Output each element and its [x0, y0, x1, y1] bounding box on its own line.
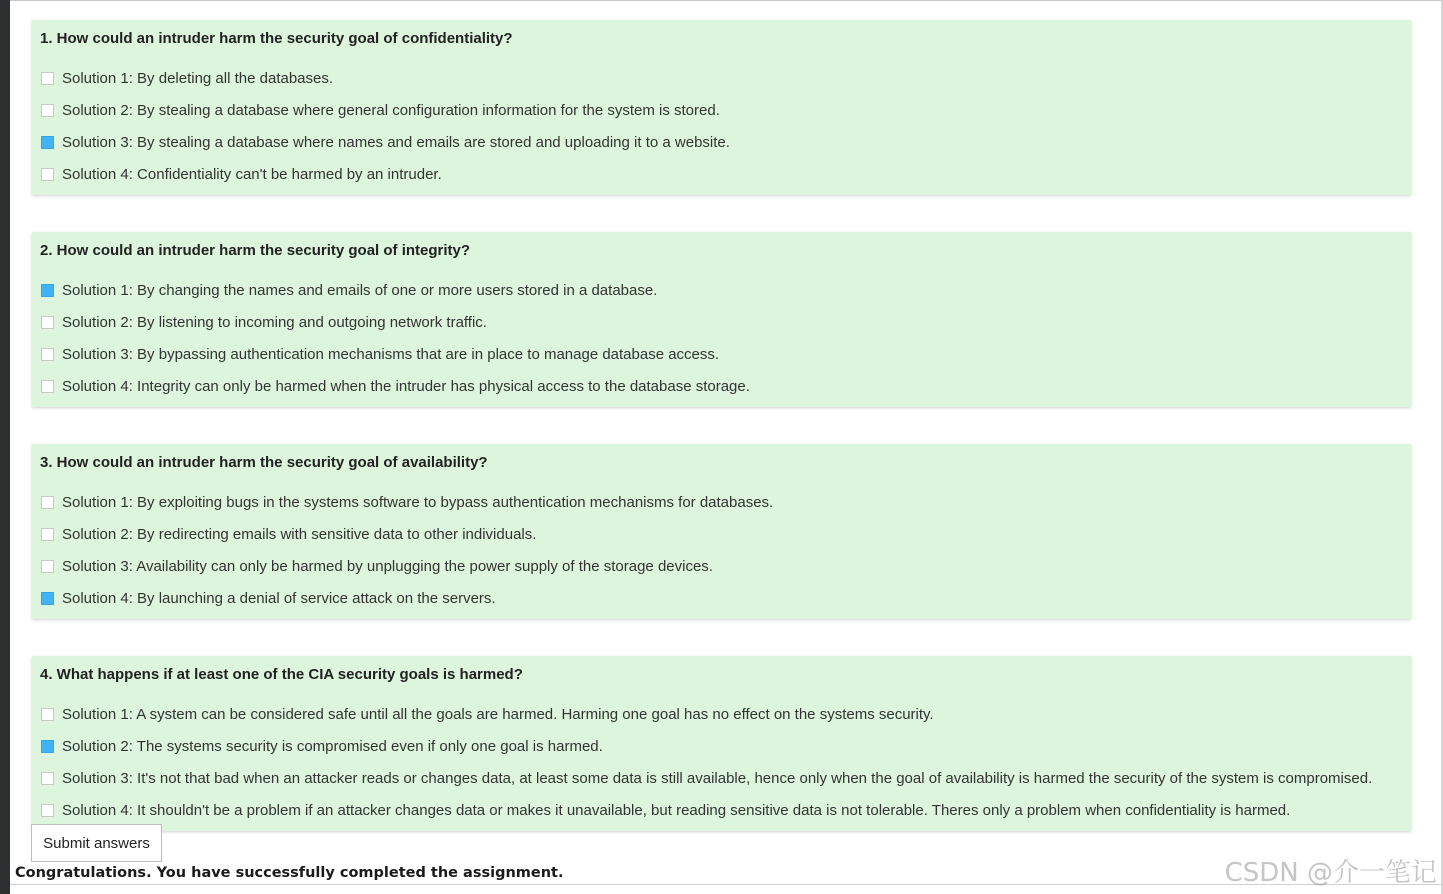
- checkbox[interactable]: [41, 136, 54, 149]
- solution-option[interactable]: [41, 698, 1403, 730]
- checkbox[interactable]: [41, 592, 54, 605]
- question-card: [32, 232, 1411, 407]
- checkbox[interactable]: [41, 804, 54, 817]
- solution-option[interactable]: [41, 486, 1403, 518]
- top-divider: [10, 0, 1443, 1]
- watermark: CSDN @介一笔记: [1224, 858, 1437, 888]
- solution-label: Solution 4: Integrity can only be harmed when the intruder has physical access to the database storage.: [62, 377, 750, 395]
- left-sidebar-edge: [0, 0, 10, 894]
- solution-label: Solution 3: By bypassing authentication mechanisms that are in place to manage database access.: [62, 345, 720, 363]
- solution-label: Solution 3: Availability can only be harmed by unplugging the power supply of the storage devices.: [62, 557, 713, 575]
- checkbox[interactable]: [41, 708, 54, 721]
- question-card: [32, 656, 1411, 831]
- solution-label: Solution 2: By listening to incoming and outgoing network traffic.: [62, 313, 487, 331]
- solution-label: Solution 2: By stealing a database where general configuration information for the system is stored.: [62, 101, 720, 119]
- solution-label: Solution 3: By stealing a database where names and emails are stored and uploading it to a website.: [62, 133, 730, 151]
- checkbox[interactable]: [41, 772, 54, 785]
- solution-option[interactable]: [41, 762, 1403, 794]
- solution-label: Solution 4: By launching a denial of service attack on the servers.: [62, 589, 496, 607]
- solution-label: Solution 4: It shouldn't be a problem if an attacker changes data or makes it unavailable, but reading sensitive data is not tolerable. Theres only a problem when confidentiality is harmed.: [62, 801, 1291, 819]
- solution-option[interactable]: [41, 338, 1403, 370]
- solution-label: Solution 2: By redirecting emails with sensitive data to other individuals.: [62, 525, 537, 543]
- quiz-questions: [32, 20, 1411, 868]
- solution-option[interactable]: [41, 158, 1403, 190]
- question-title: 3. How could an intruder harm the security goal of availability?: [40, 454, 488, 471]
- solution-option[interactable]: [41, 730, 1403, 762]
- question-title: 4. What happens if at least one of the CIA security goals is harmed?: [40, 666, 523, 683]
- solution-label: Solution 4: Confidentiality can't be harmed by an intruder.: [62, 165, 442, 183]
- solution-label: Solution 1: By exploiting bugs in the systems software to bypass authentication mechanisms for databases.: [62, 493, 774, 511]
- solution-option[interactable]: [41, 582, 1403, 614]
- solution-option[interactable]: [41, 794, 1403, 826]
- solution-label: Solution 1: A system can be considered safe until all the goals are harmed. Harming one goal has no effect on the systems security.: [62, 705, 934, 723]
- checkbox[interactable]: [41, 284, 54, 297]
- solution-label: Solution 1: By deleting all the databases.: [62, 69, 334, 87]
- submit-answers-button[interactable]: Submit answers: [31, 824, 162, 862]
- question-title: 2. How could an intruder harm the security goal of integrity?: [40, 242, 471, 259]
- solution-option[interactable]: [41, 370, 1403, 402]
- result-message: Congratulations. You have successfully completed the assignment.: [15, 865, 564, 881]
- checkbox[interactable]: [41, 348, 54, 361]
- question-card: [32, 20, 1411, 195]
- solution-option[interactable]: [41, 62, 1403, 94]
- checkbox[interactable]: [41, 496, 54, 509]
- solution-option[interactable]: [41, 518, 1403, 550]
- question-card: [32, 444, 1411, 619]
- solution-option[interactable]: [41, 306, 1403, 338]
- checkbox[interactable]: [41, 740, 54, 753]
- checkbox[interactable]: [41, 560, 54, 573]
- solution-option[interactable]: [41, 274, 1403, 306]
- checkbox[interactable]: [41, 104, 54, 117]
- solution-label: Solution 1: By changing the names and emails of one or more users stored in a database.: [62, 281, 658, 299]
- solution-option[interactable]: [41, 126, 1403, 158]
- checkbox[interactable]: [41, 528, 54, 541]
- checkbox[interactable]: [41, 72, 54, 85]
- question-title: 1. How could an intruder harm the security goal of confidentiality?: [40, 30, 513, 47]
- solution-label: Solution 3: It's not that bad when an attacker reads or changes data, at least some data is still available, hence only when the goal of availability is harmed the security of the system is compromised.: [62, 769, 1373, 787]
- solution-option[interactable]: [41, 550, 1403, 582]
- checkbox[interactable]: [41, 168, 54, 181]
- checkbox[interactable]: [41, 380, 54, 393]
- solution-option[interactable]: [41, 94, 1403, 126]
- checkbox[interactable]: [41, 316, 54, 329]
- solution-label: Solution 2: The systems security is compromised even if only one goal is harmed.: [62, 737, 603, 755]
